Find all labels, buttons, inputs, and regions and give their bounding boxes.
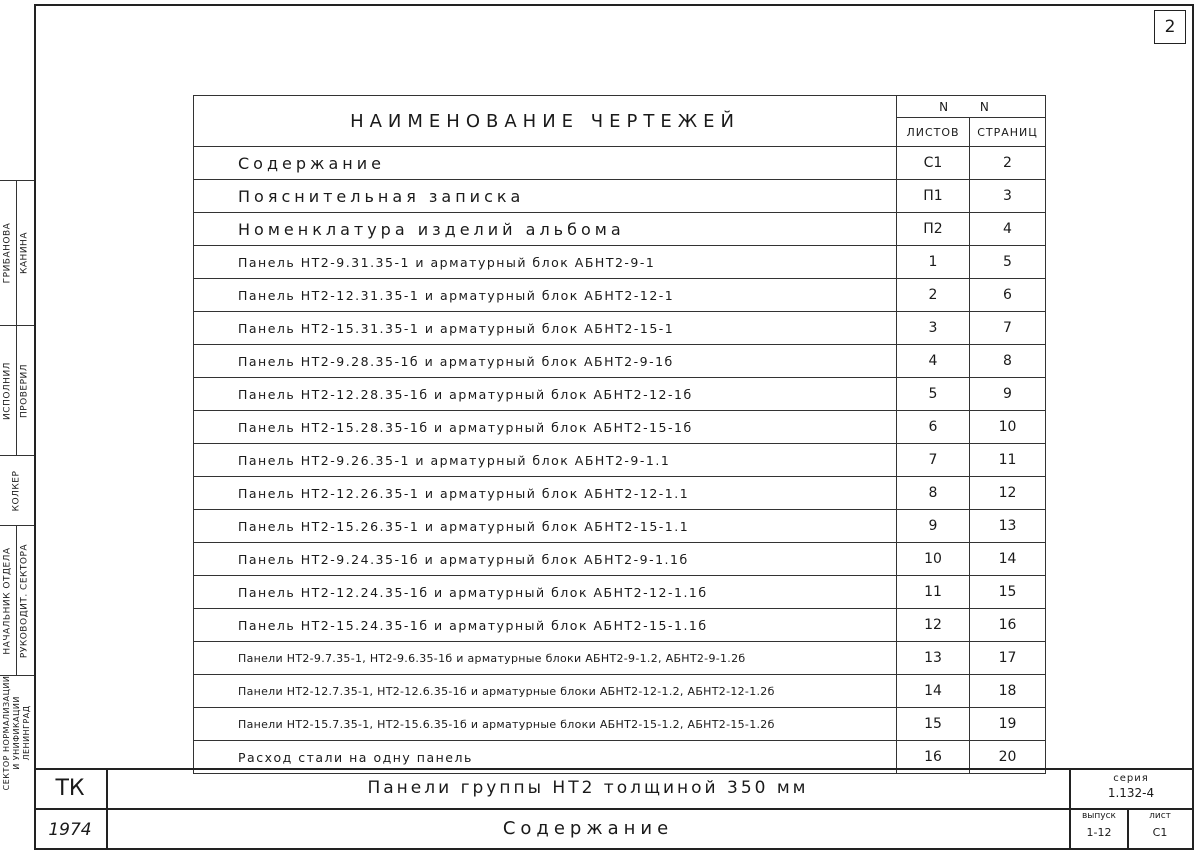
strip-org-line1: СЕКТОР НОРМАЛИЗАЦИИ [1,675,11,791]
issue-value: 1-12 [1086,826,1112,839]
org-code: ТК [55,776,85,801]
row-page: 3 [970,180,1046,213]
contents-table [193,95,1046,774]
table-row [194,609,1046,642]
row-sheet: 16 [897,741,970,774]
table-row [194,543,1046,576]
row-page: 14 [970,543,1046,576]
row-page: 4 [970,213,1046,246]
strip-name1: КОЛКЕР [11,470,22,511]
row-page: 19 [970,708,1046,741]
table-row [194,675,1046,708]
table-row [194,444,1046,477]
row-sheet: 2 [897,279,970,312]
row-page: 17 [970,642,1046,675]
row-page: 12 [970,477,1046,510]
row-title: Номенклатура изделий альбома [194,213,897,246]
row-title: Содержание [194,147,897,180]
row-title: Панель НТ2-12.28.35-1б и арматурный блок АБНТ2-12-1б [194,378,897,411]
table-row [194,642,1046,675]
table-row [194,279,1046,312]
table-row [194,180,1046,213]
row-page: 11 [970,444,1046,477]
row-sheet: 6 [897,411,970,444]
row-title: Расход стали на одну панель [194,741,897,774]
row-sheet: 7 [897,444,970,477]
row-sheet: 12 [897,609,970,642]
table-row [194,411,1046,444]
signature-cell-head [0,455,34,525]
row-title: Пояснительная записка [194,180,897,213]
table-row [194,576,1046,609]
row-title: Панель НТ2-12.31.35-1 и арматурный блок АБНТ2-12-1 [194,279,897,312]
row-title: Панель НТ2-15.31.35-1 и арматурный блок АБНТ2-15-1 [194,312,897,345]
row-sheet: 13 [897,642,970,675]
table-row [194,213,1046,246]
row-title: Панель НТ2-9.28.35-1б и арматурный блок АБНТ2-9-1б [194,345,897,378]
table-row [194,345,1046,378]
row-title: Панель НТ2-15.28.35-1б и арматурный блок АБНТ2-15-1б [194,411,897,444]
strip-role1: НАЧАЛЬНИК ОТДЕЛА [2,546,13,655]
row-page: 16 [970,609,1046,642]
row-sheet: 8 [897,477,970,510]
table-row [194,147,1046,180]
row-page: 15 [970,576,1046,609]
row-sheet: 15 [897,708,970,741]
row-page: 18 [970,675,1046,708]
row-sheet: 11 [897,576,970,609]
title-block [34,768,1194,850]
row-page: 20 [970,741,1046,774]
row-page: 8 [970,345,1046,378]
row-title: Панель НТ2-15.26.35-1 и арматурный блок АБНТ2-15-1.1 [194,510,897,543]
main-title: Панели группы НТ2 толщиной 350 мм [367,778,809,798]
row-page: 6 [970,279,1046,312]
header-pages: СТРАНИЦ [970,118,1046,147]
row-page: 9 [970,378,1046,411]
strip-role2: РУКОВОДИТ. СЕКТОРА [19,543,30,658]
organization-cell [0,675,34,790]
table-row [194,246,1046,279]
sheet-label: лист [1149,811,1171,821]
row-sheet: 3 [897,312,970,345]
row-sheet: 10 [897,543,970,576]
table-row [194,708,1046,741]
row-title: Панель НТ2-12.24.35-1б и арматурный блок АБНТ2-12-1.1б [194,576,897,609]
sheet-value: С1 [1152,826,1168,839]
strip-org-line3: ЛЕНИНГРАД [21,705,31,761]
row-title: Панель НТ2-12.26.35-1 и арматурный блок АБНТ2-12-1.1 [194,477,897,510]
row-page: 2 [970,147,1046,180]
signature-cell-roles [0,325,34,455]
year: 1974 [48,820,92,840]
header-numbers: N N [897,96,1046,118]
table-row [194,312,1046,345]
row-sheet: 1 [897,246,970,279]
header-title: НАИМЕНОВАНИЕ ЧЕРТЕЖЕЙ [194,96,897,147]
row-sheet: 14 [897,675,970,708]
table-row [194,477,1046,510]
subtitle: Содержание [502,818,674,839]
strip-role3: ИСПОЛНИЛ [2,361,13,420]
strip-name3: КАНИНА [19,232,30,274]
row-sheet: П1 [897,180,970,213]
row-title: Панель НТ2-9.24.35-1б и арматурный блок АБНТ2-9-1.1б [194,543,897,576]
table-row [194,510,1046,543]
signature-cell-executors [0,180,34,325]
row-title: Панель НТ2-9.31.35-1 и арматурный блок АБНТ2-9-1 [194,246,897,279]
strip-name2: ГРИБАНОВА [2,222,13,284]
row-page: 5 [970,246,1046,279]
row-page: 10 [970,411,1046,444]
signature-cell-chiefs [0,525,34,675]
row-title: Панель НТ2-9.26.35-1 и арматурный блок АБНТ2-9-1.1 [194,444,897,477]
binding-strip [0,180,34,790]
row-page: 13 [970,510,1046,543]
row-title: Панели НТ2-15.7.35-1, НТ2-15.6.35-1б и арматурные блоки АБНТ2-15-1.2, АБНТ2-15-1.2б [194,708,897,741]
row-title: Панели НТ2-9.7.35-1, НТ2-9.6.35-1б и арматурные блоки АБНТ2-9-1.2, АБНТ2-9-1.2б [194,642,897,675]
row-sheet: 4 [897,345,970,378]
row-sheet: 9 [897,510,970,543]
row-sheet: С1 [897,147,970,180]
series-value: 1.132-4 [1107,786,1155,800]
row-sheet: П2 [897,213,970,246]
row-page: 7 [970,312,1046,345]
row-sheet: 5 [897,378,970,411]
issue-label: выпуск [1081,811,1116,821]
row-title: Панели НТ2-12.7.35-1, НТ2-12.6.35-1б и арматурные блоки АБНТ2-12-1.2, АБНТ2-12-1.2б [194,675,897,708]
sheet-number: 2 [1154,10,1186,44]
table-row [194,378,1046,411]
header-sheets: ЛИСТОВ [897,118,970,147]
strip-role4: ПРОВЕРИЛ [19,363,30,418]
strip-org-line2: И УНИФИКАЦИИ [11,696,21,770]
series-label: серия [1113,773,1149,784]
row-title: Панель НТ2-15.24.35-1б и арматурный блок АБНТ2-15-1.1б [194,609,897,642]
